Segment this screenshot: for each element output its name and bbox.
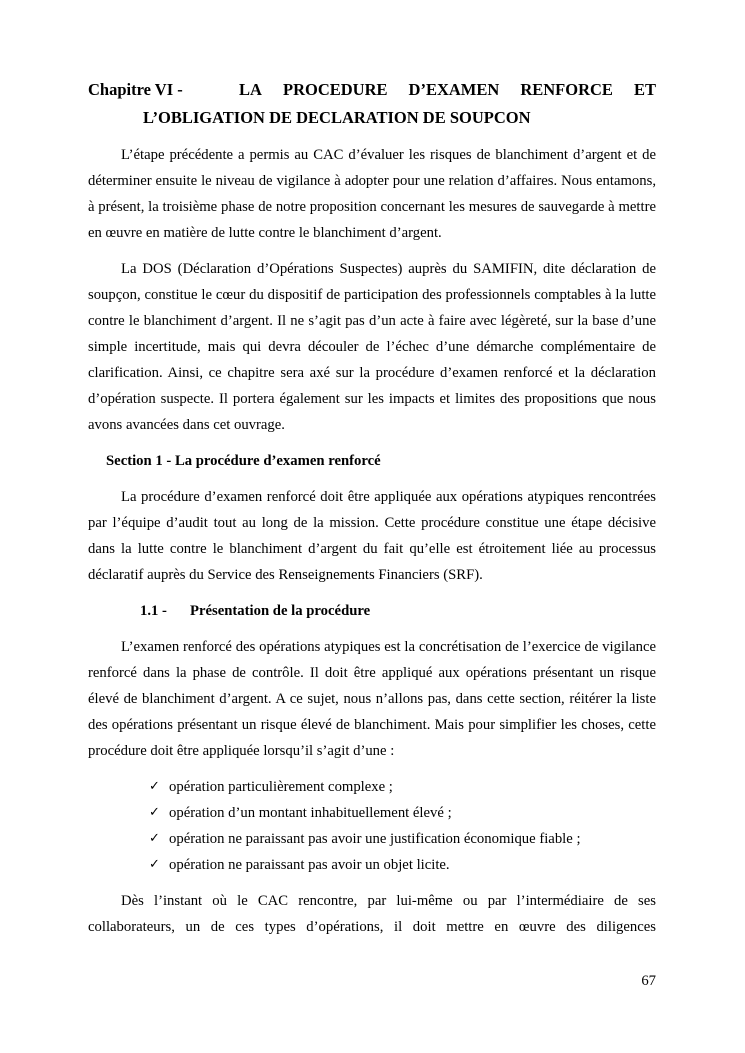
document-page [88, 76, 656, 940]
checklist-item-text: opération ne paraissant pas avoir une justification économique fiable ; [169, 831, 581, 847]
closing-paragraph: Dès l’instant où le CAC rencontre, par lui-même ou par l’intermédiaire de ses collaborateurs, un de ces types d’opérations, il doit mettre en œuvre des diligences [88, 893, 656, 935]
section-1-paragraph: La procédure d’examen renforcé doit être appliquée aux opérations atypiques rencontrées par l’équipe d’audit tout au long de la mission. Cette procédure constitue une étape décisive dans la lutte contre le blanchiment d’argent du fait qu’elle est étroitement liée au processus déclaratif auprès du Service des Renseignements Financiers (SRF). [88, 489, 656, 583]
operations-checklist [88, 774, 656, 878]
subsection-paragraph: L’examen renforcé des opérations atypiques est la concrétisation de l’exercice de vigilance renforcé dans la phase de contrôle. Il doit être appliqué aux opérations présentant un risque élevé de blanchiment d’argent. A ce sujet, nous n’allons pas, dans cette section, réitérer la liste des opérations présentant un risque élevé de blanchiment. Mais pour simplifier les choses, cette procédure doit être appliquée lorsqu’il s’agit d’une : [88, 639, 656, 759]
checklist-item [149, 852, 656, 878]
checklist-item [149, 826, 656, 852]
chapter-title-word: D’EXAMEN [408, 80, 500, 99]
chapter-title-word: RENFORCE [520, 80, 613, 99]
checkmark-icon: ✓ [149, 857, 160, 872]
section-1-heading: Section 1 - La procédure d’examen renforcé [106, 453, 381, 469]
checkmark-icon: ✓ [149, 805, 160, 820]
chapter-title-word: LA [239, 80, 262, 99]
chapter-title-word: ET [633, 80, 656, 99]
page-number: 67 [641, 973, 656, 989]
chapter-number: Chapitre VI - [88, 80, 183, 99]
checklist-item [149, 800, 656, 826]
chapter-title-word: PROCEDURE [282, 80, 388, 99]
checklist-item [149, 774, 656, 800]
subsection-1-1-heading [88, 598, 656, 624]
checklist-item-text: opération ne paraissant pas avoir un objet licite. [169, 857, 450, 873]
subsection-title: Présentation de la procédure [190, 603, 371, 619]
checklist-item-text: opération d’un montant inhabituellement élevé ; [169, 805, 452, 821]
chapter-title-line2: L’OBLIGATION DE DECLARATION DE SOUPCON [143, 108, 531, 127]
checkmark-icon: ✓ [149, 831, 160, 846]
checklist-item-text: opération particulièrement complexe ; [169, 779, 393, 795]
chapter-heading [88, 76, 656, 132]
subsection-number: 1.1 - [140, 603, 167, 619]
checkmark-icon: ✓ [149, 779, 160, 794]
intro-paragraph: L’étape précédente a permis au CAC d’évaluer les risques de blanchiment d’argent et de déterminer ensuite le niveau de vigilance à adopter pour une relation d’affaires. Nous entamons, à présent, la troisième phase de notre proposition concernant les mesures de sauvegarde à mettre en œuvre en matière de lutte contre le blanchiment d’argent. [88, 147, 656, 241]
chapter-heading-line1 [88, 76, 656, 104]
dos-paragraph: La DOS (Déclaration d’Opérations Suspectes) auprès du SAMIFIN, dite déclaration de soupçon, constitue le cœur du dispositif de participation des professionnels comptables à la lutte contre le blanchiment d’argent. Il ne s’agit pas d’un acte à faire avec légèreté, sur la base d’une simple incertitude, mais qui devra découler de l’échec d’une démarche complémentaire de clarification. Ainsi, ce chapitre sera axé sur la procédure d’examen renforcé et la déclaration d’opération suspecte. Il portera également sur les impacts et limites des propositions que nous avons avancées dans cet ouvrage. [88, 261, 656, 433]
